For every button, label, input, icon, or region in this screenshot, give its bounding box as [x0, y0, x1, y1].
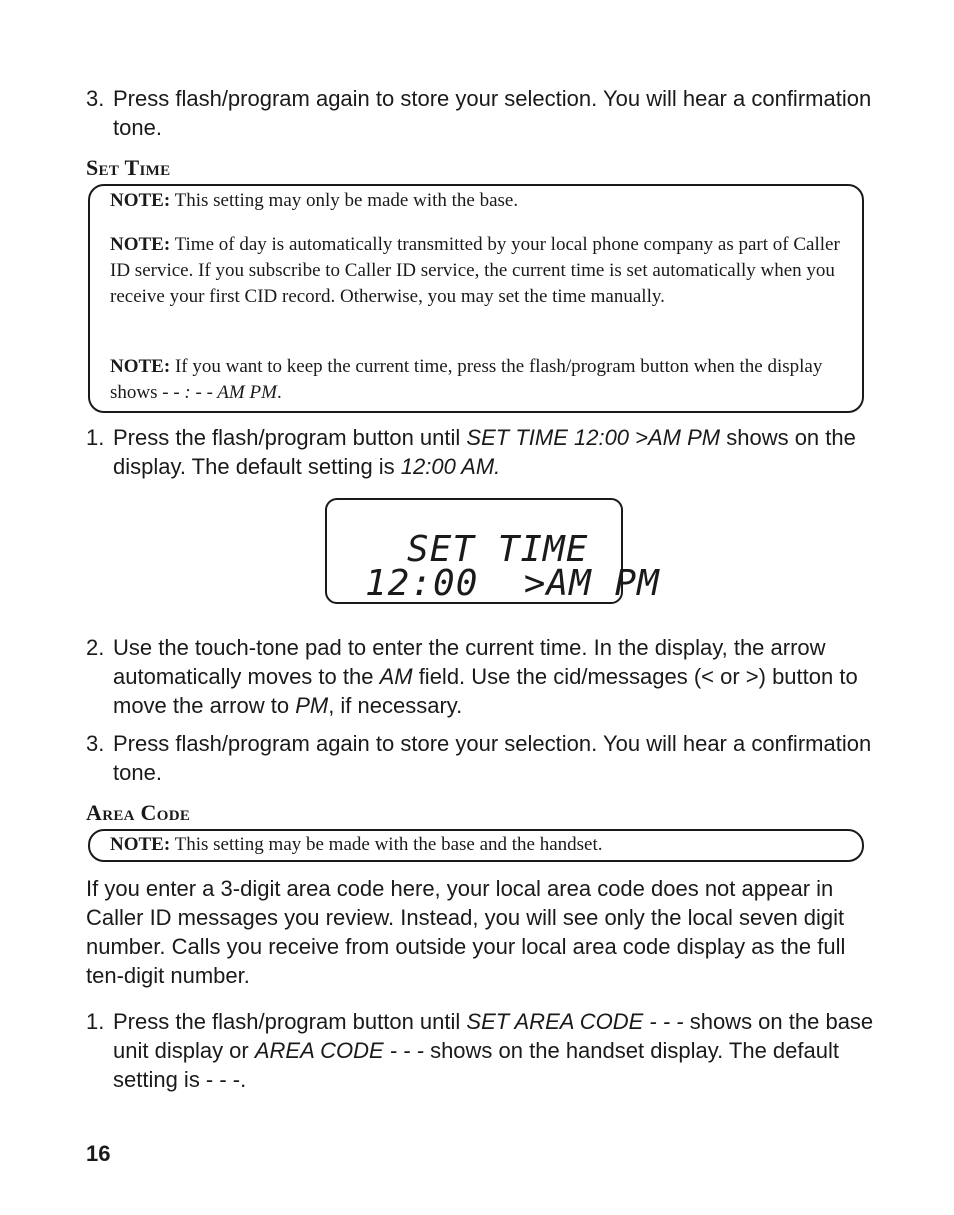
note-text: This setting may only be made with the base.	[170, 190, 519, 211]
note-text: If you want to keep the current time, press the flash/program button when the display shows	[110, 356, 823, 403]
step-number: 3.	[86, 86, 105, 111]
step-text	[113, 633, 876, 720]
note-label: NOTE:	[110, 834, 171, 855]
note-text: This setting may be made with the base and the handset.	[170, 834, 603, 855]
step-text: Press flash/program again to store your selection. You will hear a confirmation tone.	[113, 86, 872, 140]
base-display-message: SET AREA CODE - - -	[466, 1009, 684, 1034]
step-text-part: Press the flash/program button until	[113, 1009, 467, 1034]
note-text: Time of day is automatically transmitted by your local phone company as part of Caller ID service. If you subscribe to Caller ID service, the current time is set automatically when you receive your first CID record. Otherwise, you may set the time manually.	[110, 234, 840, 307]
set-time-step-2	[86, 633, 876, 720]
section-heading-area-code: Area Code	[86, 800, 191, 825]
step-3-store-selection	[86, 84, 876, 142]
am-field: AM	[379, 664, 413, 689]
note-1	[110, 188, 850, 214]
step-number: 1.	[86, 425, 105, 450]
step-text	[113, 423, 876, 481]
area-code-step-1	[86, 1007, 876, 1094]
note-2	[110, 232, 850, 310]
note-label: NOTE:	[110, 190, 171, 211]
step-text-part: shows on the display. The default setting is	[113, 425, 856, 479]
default-setting: 12:00 AM.	[400, 454, 501, 479]
step-number: 3.	[86, 731, 105, 756]
note	[110, 832, 850, 858]
step-text-part: Use the touch-tone pad to enter the current time. In the display, the arrow automatically moves to the	[113, 635, 826, 689]
handset-display-message: AREA CODE - - -	[254, 1038, 424, 1063]
page-number: 16	[86, 1141, 111, 1166]
step-text-part: shows on the base unit display or	[113, 1009, 874, 1063]
pm-field: PM	[295, 693, 329, 718]
lcd-display-illustration	[325, 498, 660, 604]
lcd-line-1: SET TIME	[407, 529, 589, 570]
area-code-paragraph: If you enter a 3-digit area code here, your local area code does not appear in Caller ID messages you review. Instead, you will see only the local seven digit number. Calls you receive from outside your local area code display as the full ten-digit number.	[86, 876, 846, 988]
step-text-part: field. Use the cid/messages (< or >) button to move the arrow to	[113, 664, 858, 718]
set-time-step-3	[86, 729, 876, 787]
step-number: 1.	[86, 1009, 105, 1034]
step-number: 2.	[86, 635, 105, 660]
step-text	[113, 1007, 876, 1094]
note-period: .	[276, 382, 282, 403]
section-heading-set-time: Set Time	[86, 155, 171, 180]
note-display-text: - - : - - AM PM	[162, 382, 277, 403]
step-text-part: , if necessary.	[328, 693, 463, 718]
note-3	[110, 354, 850, 406]
step-text: Press flash/program again to store your selection. You will hear a confirmation tone.	[113, 731, 872, 785]
set-time-step-1	[86, 423, 876, 481]
set-time-note-box	[88, 184, 864, 413]
area-code-note-box	[88, 829, 864, 862]
step-text-part: shows on the handset display. The default setting is - - -.	[113, 1038, 839, 1092]
display-message: SET TIME 12:00 >AM PM	[466, 425, 721, 450]
step-text-part: Press the flash/program button until	[113, 425, 467, 450]
note-label: NOTE:	[110, 234, 171, 255]
lcd-line-2: 12:00 >AM PM	[365, 563, 660, 604]
note-label: NOTE:	[110, 356, 171, 377]
